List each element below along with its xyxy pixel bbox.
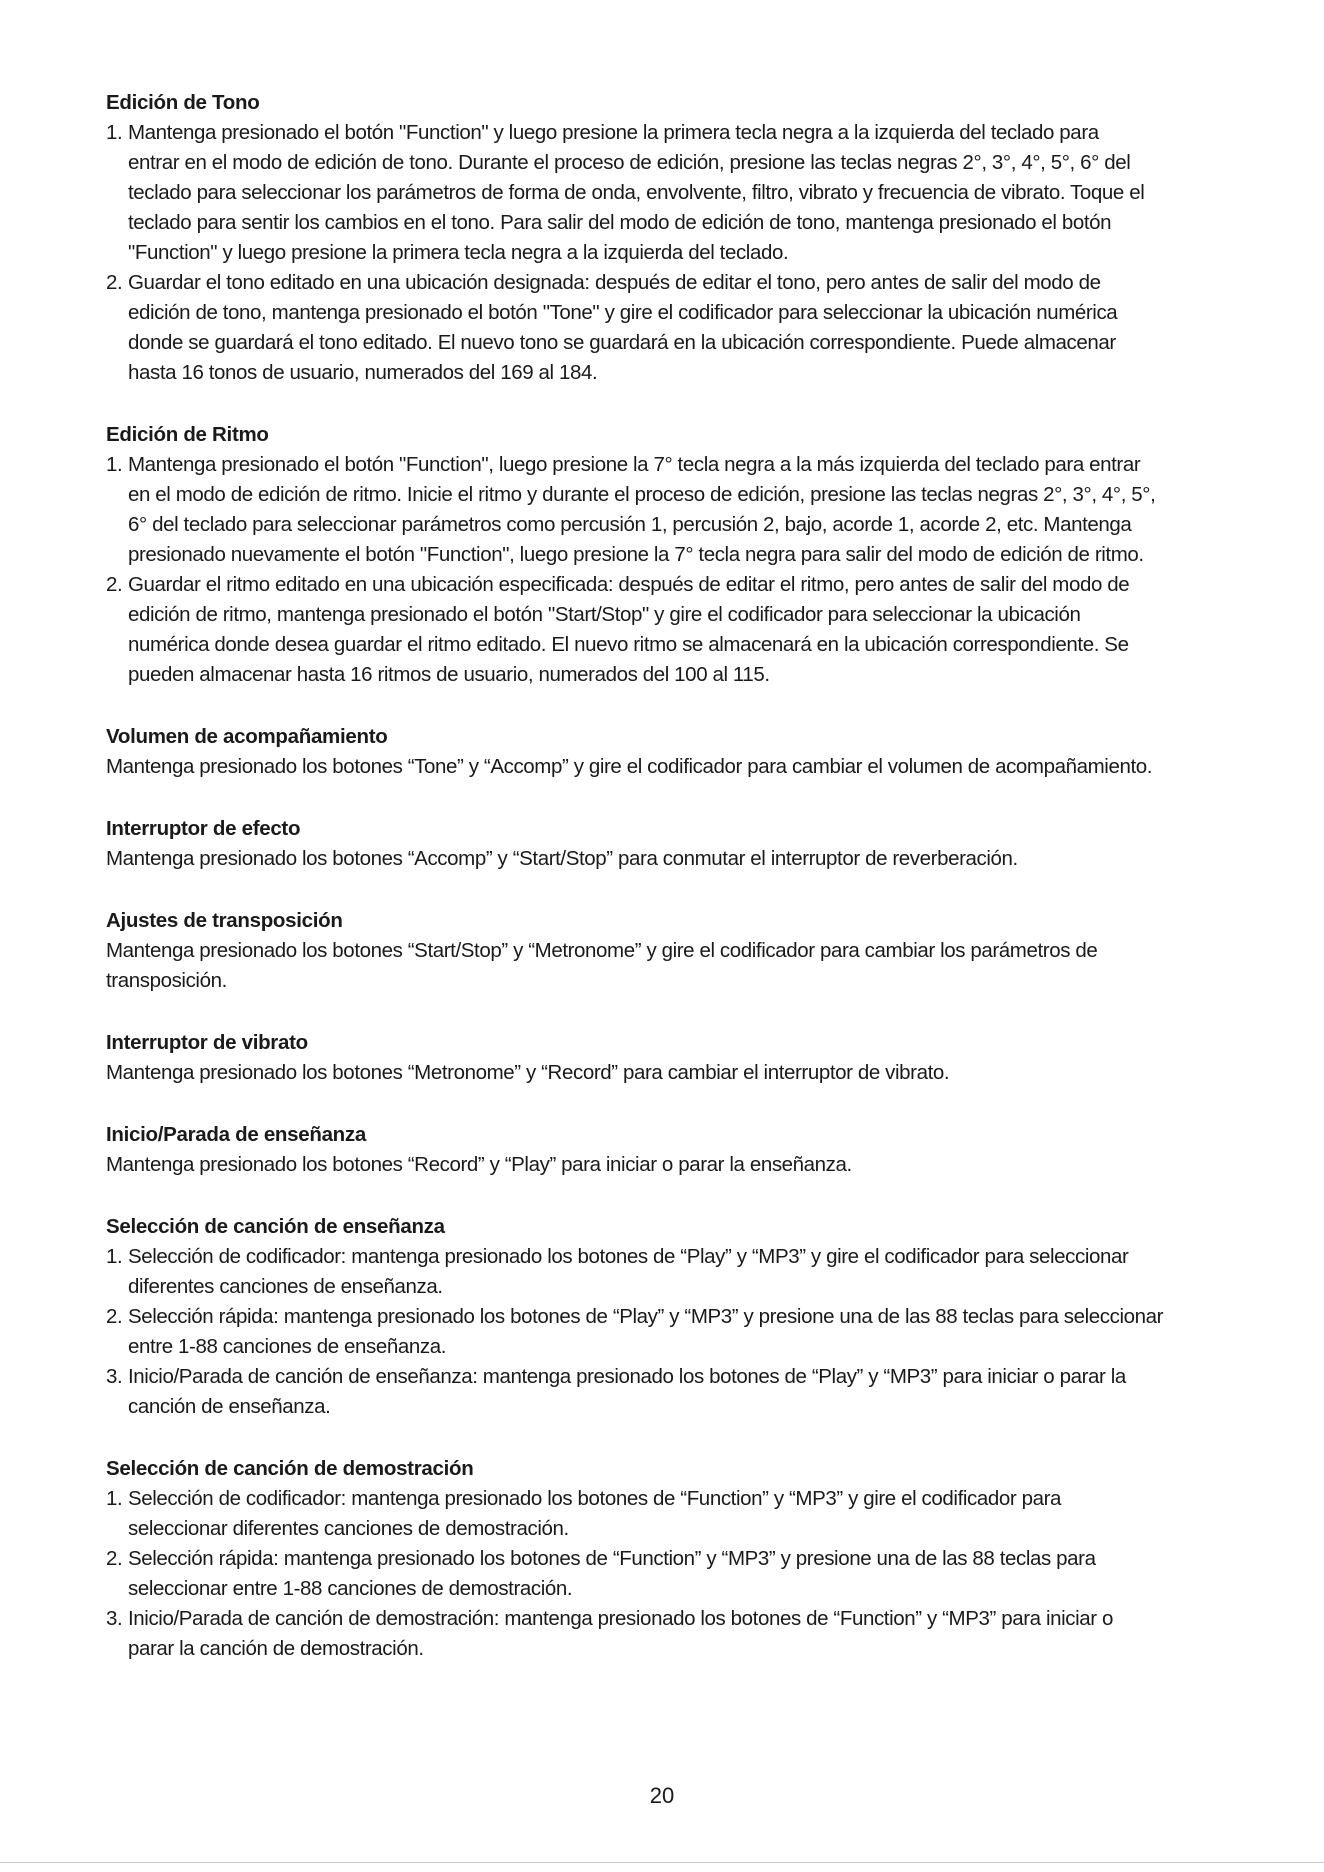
paragraph-line: Mantenga presionado los botones “Metronome” y “Record” para cambiar el interruptor de vibrato. xyxy=(106,1061,950,1084)
page-content xyxy=(106,88,1226,1664)
list-item xyxy=(106,268,1226,388)
list-item-text-line: "Function" y luego presione la primera tecla negra a la izquierda del teclado. xyxy=(128,241,789,264)
list-item-text-line: diferentes canciones de enseñanza. xyxy=(128,1275,443,1298)
list-item-text-line: Guardar el ritmo editado en una ubicación especificada: después de editar el ritmo, pero antes de salir del modo de xyxy=(128,573,1130,596)
list-item-text-line: Inicio/Parada de canción de demostración: mantenga presionado los botones de “Function” y “MP3” para iniciar o xyxy=(128,1607,1113,1630)
list-item-text-line: Mantenga presionado el botón "Function", luego presione la 7° tecla negra a la más izquierda del teclado para entrar xyxy=(128,453,1141,476)
list-item-text-line: entre 1-88 canciones de enseñanza. xyxy=(128,1335,447,1358)
list-item-text-line: edición de tono, mantenga presionado el botón "Tone" y gire el codificador para seleccionar la ubicación numérica xyxy=(128,301,1118,324)
section xyxy=(106,420,1226,690)
section xyxy=(106,1454,1226,1664)
numbered-list xyxy=(106,1484,1226,1664)
list-item-text-line: Selección rápida: mantenga presionado los botones de “Function” y “MP3” y presione una de las 88 teclas para xyxy=(128,1547,1096,1570)
section-heading: Interruptor de vibrato xyxy=(106,1031,308,1054)
list-item-number: 2. xyxy=(106,573,123,596)
section-heading: Selección de canción de enseñanza xyxy=(106,1215,445,1238)
paragraph-line: transposición. xyxy=(106,969,227,992)
list-item-text-line: donde se guardará el tono editado. El nuevo tono se guardará en la ubicación correspondiente. Puede almacenar xyxy=(128,331,1116,354)
list-item-number: 1. xyxy=(106,121,123,144)
list-item-text-line: presionado nuevamente el botón "Function", luego presione la 7° tecla negra para salir del modo de edición de ritmo. xyxy=(128,543,1144,566)
paragraph-line: Mantenga presionado los botones “Tone” y “Accomp” y gire el codificador para cambiar el volumen de acompañamiento. xyxy=(106,755,1153,778)
list-item-text-line: teclado para seleccionar los parámetros de forma de onda, envolvente, filtro, vibrato y frecuencia de vibrato. Toque el xyxy=(128,181,1145,204)
list-item-text-line: seleccionar entre 1-88 canciones de demostración. xyxy=(128,1577,573,1600)
list-item-text-line: Selección rápida: mantenga presionado los botones de “Play” y “MP3” y presione una de las 88 teclas para seleccionar xyxy=(128,1305,1164,1328)
list-item xyxy=(106,450,1226,570)
list-item-number: 1. xyxy=(106,1245,123,1268)
section-heading: Inicio/Parada de enseñanza xyxy=(106,1123,366,1146)
list-item-text-line: entrar en el modo de edición de tono. Durante el proceso de edición, presione las teclas negras 2°, 3°, 4°, 5°, 6° del xyxy=(128,151,1131,174)
list-item-text-line: Selección de codificador: mantenga presionado los botones de “Play” y “MP3” y gire el codificador para seleccionar xyxy=(128,1245,1129,1268)
numbered-list xyxy=(106,450,1226,690)
section-heading: Edición de Ritmo xyxy=(106,423,269,446)
list-item-text-line: pueden almacenar hasta 16 ritmos de usuario, numerados del 100 al 115. xyxy=(128,663,770,686)
list-item xyxy=(106,1302,1226,1362)
list-item-text-line: Selección de codificador: mantenga presionado los botones de “Function” y “MP3” y gire el codificador para xyxy=(128,1487,1062,1510)
section xyxy=(106,722,1226,782)
list-item xyxy=(106,1362,1226,1422)
list-item xyxy=(106,1544,1226,1604)
paragraph-line: Mantenga presionado los botones “Start/Stop” y “Metronome” y gire el codificador para cambiar los parámetros de xyxy=(106,939,1098,962)
manual-page xyxy=(106,88,1226,1696)
list-item-text-line: parar la canción de demostración. xyxy=(128,1637,424,1660)
list-item-text-line: seleccionar diferentes canciones de demostración. xyxy=(128,1517,569,1540)
list-item-number: 2. xyxy=(106,1305,123,1328)
section xyxy=(106,1120,1226,1180)
list-item-number: 3. xyxy=(106,1365,123,1388)
section-heading: Ajustes de transposición xyxy=(106,909,343,932)
section xyxy=(106,1212,1226,1422)
list-item xyxy=(106,570,1226,690)
page-number: 20 xyxy=(649,1783,675,1808)
list-item-number: 2. xyxy=(106,1547,123,1570)
section-heading: Selección de canción de demostración xyxy=(106,1457,474,1480)
numbered-list xyxy=(106,1242,1226,1422)
list-item xyxy=(106,1242,1226,1302)
section xyxy=(106,1028,1226,1088)
list-item-text-line: edición de ritmo, mantenga presionado el botón "Start/Stop" y gire el codificador para seleccionar la ubicación xyxy=(128,603,1081,626)
paragraph-line: Mantenga presionado los botones “Accomp” y “Start/Stop” para conmutar el interruptor de reverberación. xyxy=(106,847,1018,870)
section-heading: Edición de Tono xyxy=(106,91,260,114)
list-item-text-line: Inicio/Parada de canción de enseñanza: mantenga presionado los botones de “Play” y “MP3” para iniciar o parar la xyxy=(128,1365,1126,1388)
paragraph-line: Mantenga presionado los botones “Record” y “Play” para iniciar o parar la enseñanza. xyxy=(106,1153,852,1176)
section xyxy=(106,906,1226,996)
list-item-text-line: Mantenga presionado el botón "Function" y luego presione la primera tecla negra a la izquierda del teclado para xyxy=(128,121,1099,144)
list-item-number: 3. xyxy=(106,1607,123,1630)
numbered-list xyxy=(106,118,1226,388)
list-item-number: 1. xyxy=(106,1487,123,1510)
list-item-text-line: 6° del teclado para seleccionar parámetros como percusión 1, percusión 2, bajo, acorde 1, acorde 2, etc. Mantenga xyxy=(128,513,1132,536)
list-item xyxy=(106,1484,1226,1544)
list-item-text-line: en el modo de edición de ritmo. Inicie el ritmo y durante el proceso de edición, presione las teclas negras 2°, 3°, 4°, 5°, xyxy=(128,483,1156,506)
list-item-text-line: Guardar el tono editado en una ubicación designada: después de editar el tono, pero antes de salir del modo de xyxy=(128,271,1101,294)
list-item-text-line: canción de enseñanza. xyxy=(128,1395,331,1418)
section xyxy=(106,88,1226,388)
page-bottom-rule xyxy=(0,1862,1324,1863)
list-item-text-line: hasta 16 tonos de usuario, numerados del 169 al 184. xyxy=(128,361,598,384)
list-item-number: 2. xyxy=(106,271,123,294)
list-item-number: 1. xyxy=(106,453,123,476)
section xyxy=(106,814,1226,874)
section-heading: Volumen de acompañamiento xyxy=(106,725,388,748)
list-item-text-line: numérica donde desea guardar el ritmo editado. El nuevo ritmo se almacenará en la ubicación correspondiente. Se xyxy=(128,633,1129,656)
list-item xyxy=(106,118,1226,268)
list-item-text-line: teclado para sentir los cambios en el tono. Para salir del modo de edición de tono, mantenga presionado el botón xyxy=(128,211,1112,234)
list-item xyxy=(106,1604,1226,1664)
section-heading: Interruptor de efecto xyxy=(106,817,301,840)
